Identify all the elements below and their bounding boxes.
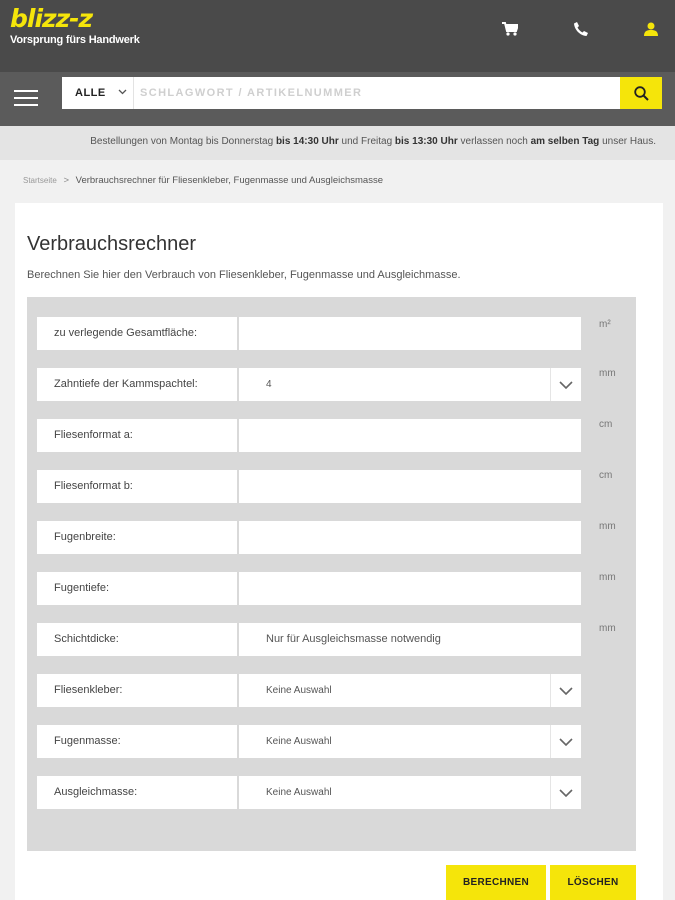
notice-text: unser Haus. bbox=[599, 136, 656, 147]
calculate-button[interactable]: BERECHNEN bbox=[446, 865, 546, 900]
breadcrumb-current: Verbrauchsrechner für Fliesenkleber, Fugenmasse und Ausgleichsmasse bbox=[75, 175, 383, 186]
shipping-notice bbox=[0, 126, 675, 160]
unit-label: mm bbox=[599, 368, 616, 379]
unit-label: m² bbox=[599, 319, 611, 330]
field-label: Fugentiefe: bbox=[37, 572, 237, 605]
category-select[interactable] bbox=[62, 77, 134, 109]
search-button[interactable] bbox=[620, 77, 662, 109]
user-icon[interactable] bbox=[640, 18, 662, 40]
form-row-notch-depth bbox=[37, 368, 627, 401]
search-box bbox=[62, 77, 662, 109]
notice-time-weekday: bis 14:30 Uhr bbox=[275, 136, 339, 147]
field-label: Zahntiefe der Kammspachtel: bbox=[37, 368, 237, 401]
form-row-tile-adhesive bbox=[37, 674, 627, 707]
select-value: Keine Auswahl bbox=[266, 736, 332, 747]
tile-adhesive-select[interactable] bbox=[239, 674, 581, 707]
category-label: ALLE bbox=[75, 87, 106, 99]
search-bar bbox=[0, 72, 675, 126]
cart-icon[interactable] bbox=[499, 18, 521, 40]
chevron-down-icon bbox=[559, 738, 573, 746]
dropdown-button[interactable] bbox=[550, 674, 581, 707]
field-label: Fliesenformat b: bbox=[37, 470, 237, 503]
form-row-joint-width bbox=[37, 521, 627, 554]
unit-label: mm bbox=[599, 521, 616, 532]
chevron-down-icon bbox=[118, 89, 127, 95]
field-label: Fugenmasse: bbox=[37, 725, 237, 758]
select-value: Keine Auswahl bbox=[266, 787, 332, 798]
joint-width-input[interactable] bbox=[239, 521, 581, 554]
leveling-compound-select[interactable] bbox=[239, 776, 581, 809]
chevron-down-icon bbox=[559, 381, 573, 389]
joint-depth-input[interactable] bbox=[239, 572, 581, 605]
field-label: zu verlegende Gesamtfläche: bbox=[37, 317, 237, 350]
select-value: 4 bbox=[266, 379, 272, 390]
search-icon bbox=[634, 86, 649, 101]
grout-select[interactable] bbox=[239, 725, 581, 758]
form-row-tile-a bbox=[37, 419, 627, 452]
dropdown-button[interactable] bbox=[550, 776, 581, 809]
logo-tagline: Vorsprung fürs Handwerk bbox=[10, 34, 140, 46]
unit-label: mm bbox=[599, 572, 616, 583]
calculator-card bbox=[15, 203, 663, 900]
clear-button[interactable]: LÖSCHEN bbox=[550, 865, 636, 900]
notice-text: Bestellungen von Montag bis Donnerstag bbox=[90, 136, 276, 147]
form-row-layer-thickness bbox=[37, 623, 627, 656]
form-row-joint-depth bbox=[37, 572, 627, 605]
notice-same-day: am selben Tag bbox=[530, 136, 600, 147]
field-label: Fugenbreite: bbox=[37, 521, 237, 554]
breadcrumb-separator: > bbox=[63, 175, 69, 186]
field-label: Fliesenkleber: bbox=[37, 674, 237, 707]
field-label: Schichtdicke: bbox=[37, 623, 237, 656]
hamburger-menu-icon[interactable] bbox=[14, 86, 38, 110]
select-value: Keine Auswahl bbox=[266, 685, 332, 696]
field-label: Ausgleichmasse: bbox=[37, 776, 237, 809]
phone-icon[interactable] bbox=[570, 18, 592, 40]
notice-time-friday: bis 13:30 Uhr bbox=[394, 136, 458, 147]
breadcrumb bbox=[23, 175, 383, 186]
unit-label: cm bbox=[599, 470, 613, 481]
page-title: Verbrauchsrechner bbox=[27, 233, 196, 255]
field-label: Fliesenformat a: bbox=[37, 419, 237, 452]
calculator-form bbox=[27, 297, 636, 851]
dropdown-button[interactable] bbox=[550, 368, 581, 401]
logo-text: blizz-z bbox=[10, 4, 93, 33]
form-row-grout bbox=[37, 725, 627, 758]
logo[interactable] bbox=[10, 4, 140, 47]
tile-format-b-input[interactable] bbox=[239, 470, 581, 503]
chevron-down-icon bbox=[559, 789, 573, 797]
unit-label: cm bbox=[599, 419, 613, 430]
form-row-tile-b bbox=[37, 470, 627, 503]
form-row-leveling-compound bbox=[37, 776, 627, 809]
tile-format-a-input[interactable] bbox=[239, 419, 581, 452]
dropdown-button[interactable] bbox=[550, 725, 581, 758]
layer-thickness-input[interactable]: Nur für Ausgleichsmasse notwendig bbox=[239, 623, 581, 656]
area-input[interactable] bbox=[239, 317, 581, 350]
breadcrumb-home-link[interactable]: Startseite bbox=[23, 176, 57, 185]
notice-text: und Freitag bbox=[338, 136, 395, 147]
chevron-down-icon bbox=[559, 687, 573, 695]
search-input[interactable] bbox=[140, 77, 618, 109]
page-description: Berechnen Sie hier den Verbrauch von Fliesenkleber, Fugenmasse und Ausgleichmasse. bbox=[27, 269, 461, 281]
form-row-area bbox=[37, 317, 627, 350]
notch-depth-select[interactable] bbox=[239, 368, 581, 401]
top-header bbox=[0, 0, 675, 72]
unit-label: mm bbox=[599, 623, 616, 634]
notice-text: verlassen noch bbox=[457, 136, 531, 147]
